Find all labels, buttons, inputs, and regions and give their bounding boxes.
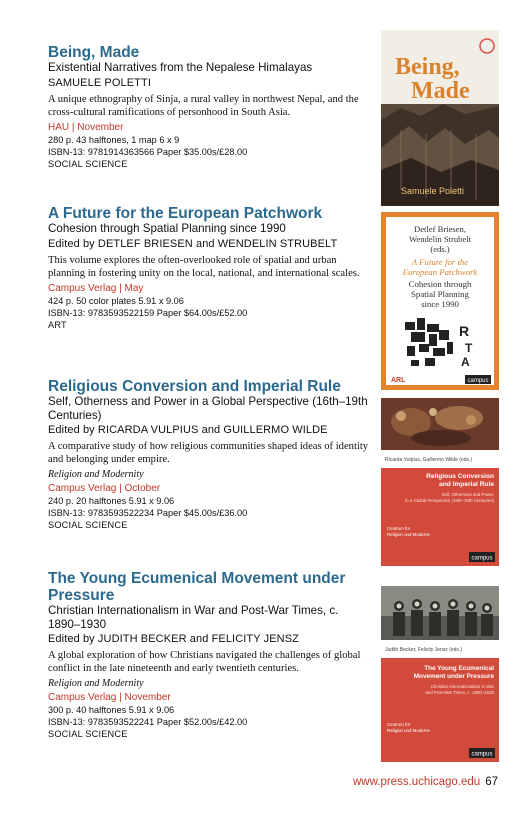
- book-entry-being-made: [48, 44, 370, 170]
- book-publisher: Campus Verlag | May: [48, 282, 144, 294]
- book-entry-religious-conversion: [48, 378, 370, 531]
- campus-logo: campus: [467, 378, 489, 384]
- book-subtitle: Cohesion through Spatial Planning since 1990: [48, 222, 286, 235]
- book-specs: 424 p. 50 color plates 5.91 x 9.06: [48, 295, 184, 306]
- book-title[interactable]: The Young Ecumenical Movement under Pressure: [48, 570, 346, 604]
- book-entry-young-ecumenical: [48, 570, 370, 740]
- cover-title-line-1: A Future for the: [411, 257, 469, 267]
- book-subtitle: Existential Narratives from the Nepalese Himalayas: [48, 61, 313, 74]
- cover-subtitle-line-1: Self, Otherness and Power: [441, 492, 494, 497]
- cover-series-line-1: Centrum für: [387, 722, 411, 727]
- cover-title-line-2: Made: [411, 78, 470, 104]
- cover-title-line-1: Religious Conversion: [426, 473, 494, 480]
- page-footer: [353, 776, 498, 788]
- cover-subtitle-line-2: in a Global Perspective (16th–19th Centuries): [405, 498, 494, 503]
- publish-month: May: [124, 282, 144, 294]
- cover-title-line-2: Movement under Pressure: [413, 673, 494, 680]
- cover-title-line-2: European Patchwork: [402, 267, 478, 277]
- book-subject: SOCIAL SCIENCE: [48, 158, 128, 169]
- svg-text:R: R: [459, 323, 470, 339]
- book-isbn: ISBN-13: 9781914363566 Paper $35.00s/£28.00: [48, 146, 248, 157]
- book-isbn: ISBN-13: 9783593522234 Paper $45.00s/£36.00: [48, 508, 248, 518]
- cover-editors: Ricarda Vulpius, Guillermo Wilde (eds.): [385, 457, 473, 463]
- book-isbn: ISBN-13: 9783593522241 Paper $52.00s/£42.00: [48, 717, 248, 727]
- publisher-name: Campus Verlag: [48, 282, 117, 294]
- cover-subtitle-line-3: since 1990: [421, 299, 459, 309]
- cover-series-line-1: Centrum für: [387, 526, 411, 531]
- cover-title-line-1: The Young Ecumenical: [424, 665, 494, 672]
- campus-logo: campus: [471, 751, 493, 758]
- book-subject: ART: [48, 319, 67, 330]
- book-cover-being-made[interactable]: [381, 30, 499, 206]
- book-specs: 280 p. 43 halftones, 1 map 6 x 9: [48, 134, 180, 145]
- publish-month: October: [124, 483, 161, 494]
- book-description: A global exploration of how Christians navigated the challenges of global conflict in the late nineteenth and early twentieth centuries.: [48, 650, 361, 674]
- book-description: A unique ethnography of Sinja, a rural valley in northwest Nepal, and the cross-cultural ramifications of personhood in South Asia.: [48, 93, 359, 118]
- cover-subtitle-line-1: Christian Internationalism in War: [430, 684, 494, 689]
- page-number: 67: [485, 776, 498, 788]
- book-subtitle: Self, Otherness and Power in a Global Perspective (16th–19th Centuries): [48, 395, 368, 422]
- cover-editors-line-1: Detlef Briesen,: [413, 224, 467, 234]
- book-cover-european-patchwork[interactable]: [381, 212, 499, 390]
- book-author: Edited by RICARDA VULPIUS and GUILLERMO WILDE: [48, 424, 328, 436]
- book-title[interactable]: Religious Conversion and Imperial Rule: [48, 378, 341, 395]
- book-isbn: ISBN-13: 9783593522159 Paper $64.00s/£52.00: [48, 307, 248, 318]
- cover-editors: Judith Becker, Felicity Jensz (eds.): [385, 647, 462, 653]
- cover-title-line-1: Being,: [395, 54, 460, 80]
- arl-logo: ARL: [391, 377, 406, 384]
- book-subtitle: Christian Internationalism in War and Post-War Times, c. 1890–1930: [48, 604, 339, 631]
- book-series: Religion and Modernity: [48, 469, 144, 480]
- cover-image: [381, 398, 499, 566]
- cover-subtitle-line-2: Spatial Planning: [411, 289, 469, 299]
- book-publisher: HAU | November: [48, 121, 124, 133]
- cover-series-line-2: Religion und Moderne: [387, 728, 430, 733]
- cover-subtitle-line-2: and Post-War Times, c. 1890–1930: [425, 690, 494, 695]
- book-title[interactable]: A Future for the European Patchwork: [48, 205, 323, 222]
- cover-editors-line-3: (eds.): [430, 244, 450, 254]
- campus-logo: campus: [471, 555, 493, 562]
- publish-month: November: [77, 121, 124, 133]
- book-description: A comparative study of how religious communities shaped ideas of identity and belonging under empire.: [48, 441, 369, 465]
- footer-url[interactable]: www.press.uchicago.edu: [352, 776, 481, 788]
- book-publisher: Campus Verlag | November: [48, 692, 171, 703]
- svg-text:A: A: [461, 355, 470, 369]
- book-subject: SOCIAL SCIENCE: [48, 729, 128, 739]
- cover-title-line-2: and Imperial Rule: [439, 481, 494, 488]
- book-publisher: Campus Verlag | October: [48, 483, 161, 494]
- book-entry-european-patchwork: [48, 205, 370, 331]
- publisher-name: HAU: [48, 121, 70, 133]
- cover-series-line-2: Religion und Moderne: [387, 532, 430, 537]
- book-cover-young-ecumenical[interactable]: [381, 586, 499, 762]
- publisher-name: Campus Verlag: [48, 483, 117, 494]
- book-author: Edited by DETLEF BRIESEN and WENDELIN STRUBELT: [48, 237, 338, 250]
- book-author: Edited by JUDITH BECKER and FELICITY JENSZ: [48, 633, 299, 645]
- book-author: SAMUELE POLETTI: [48, 76, 151, 89]
- book-subject: SOCIAL SCIENCE: [48, 520, 128, 530]
- publish-month: November: [124, 692, 171, 703]
- svg-text:T: T: [465, 341, 473, 355]
- book-specs: 240 p. 20 halftones 5.91 x 9.06: [48, 496, 175, 506]
- cover-image: [381, 30, 499, 206]
- publisher-name: Campus Verlag: [48, 692, 117, 703]
- book-specs: 300 p. 40 halftones 5.91 x 9.06: [48, 705, 175, 715]
- book-description: This volume explores the often-overlooked role of spatial and urban planning in fostering unity on the local, national, and international scales.: [48, 254, 360, 279]
- book-series: Religion and Modernity: [48, 678, 144, 689]
- cover-image: [381, 212, 499, 390]
- book-title[interactable]: Being, Made: [48, 44, 140, 61]
- cover-author: Samuele Poletti: [401, 186, 465, 196]
- book-cover-religious-conversion[interactable]: [381, 398, 499, 566]
- cover-subtitle-line-1: Cohesion through: [408, 279, 472, 289]
- cover-image: [381, 586, 499, 762]
- cover-editors-line-2: Wendelin Strubelt: [408, 234, 472, 244]
